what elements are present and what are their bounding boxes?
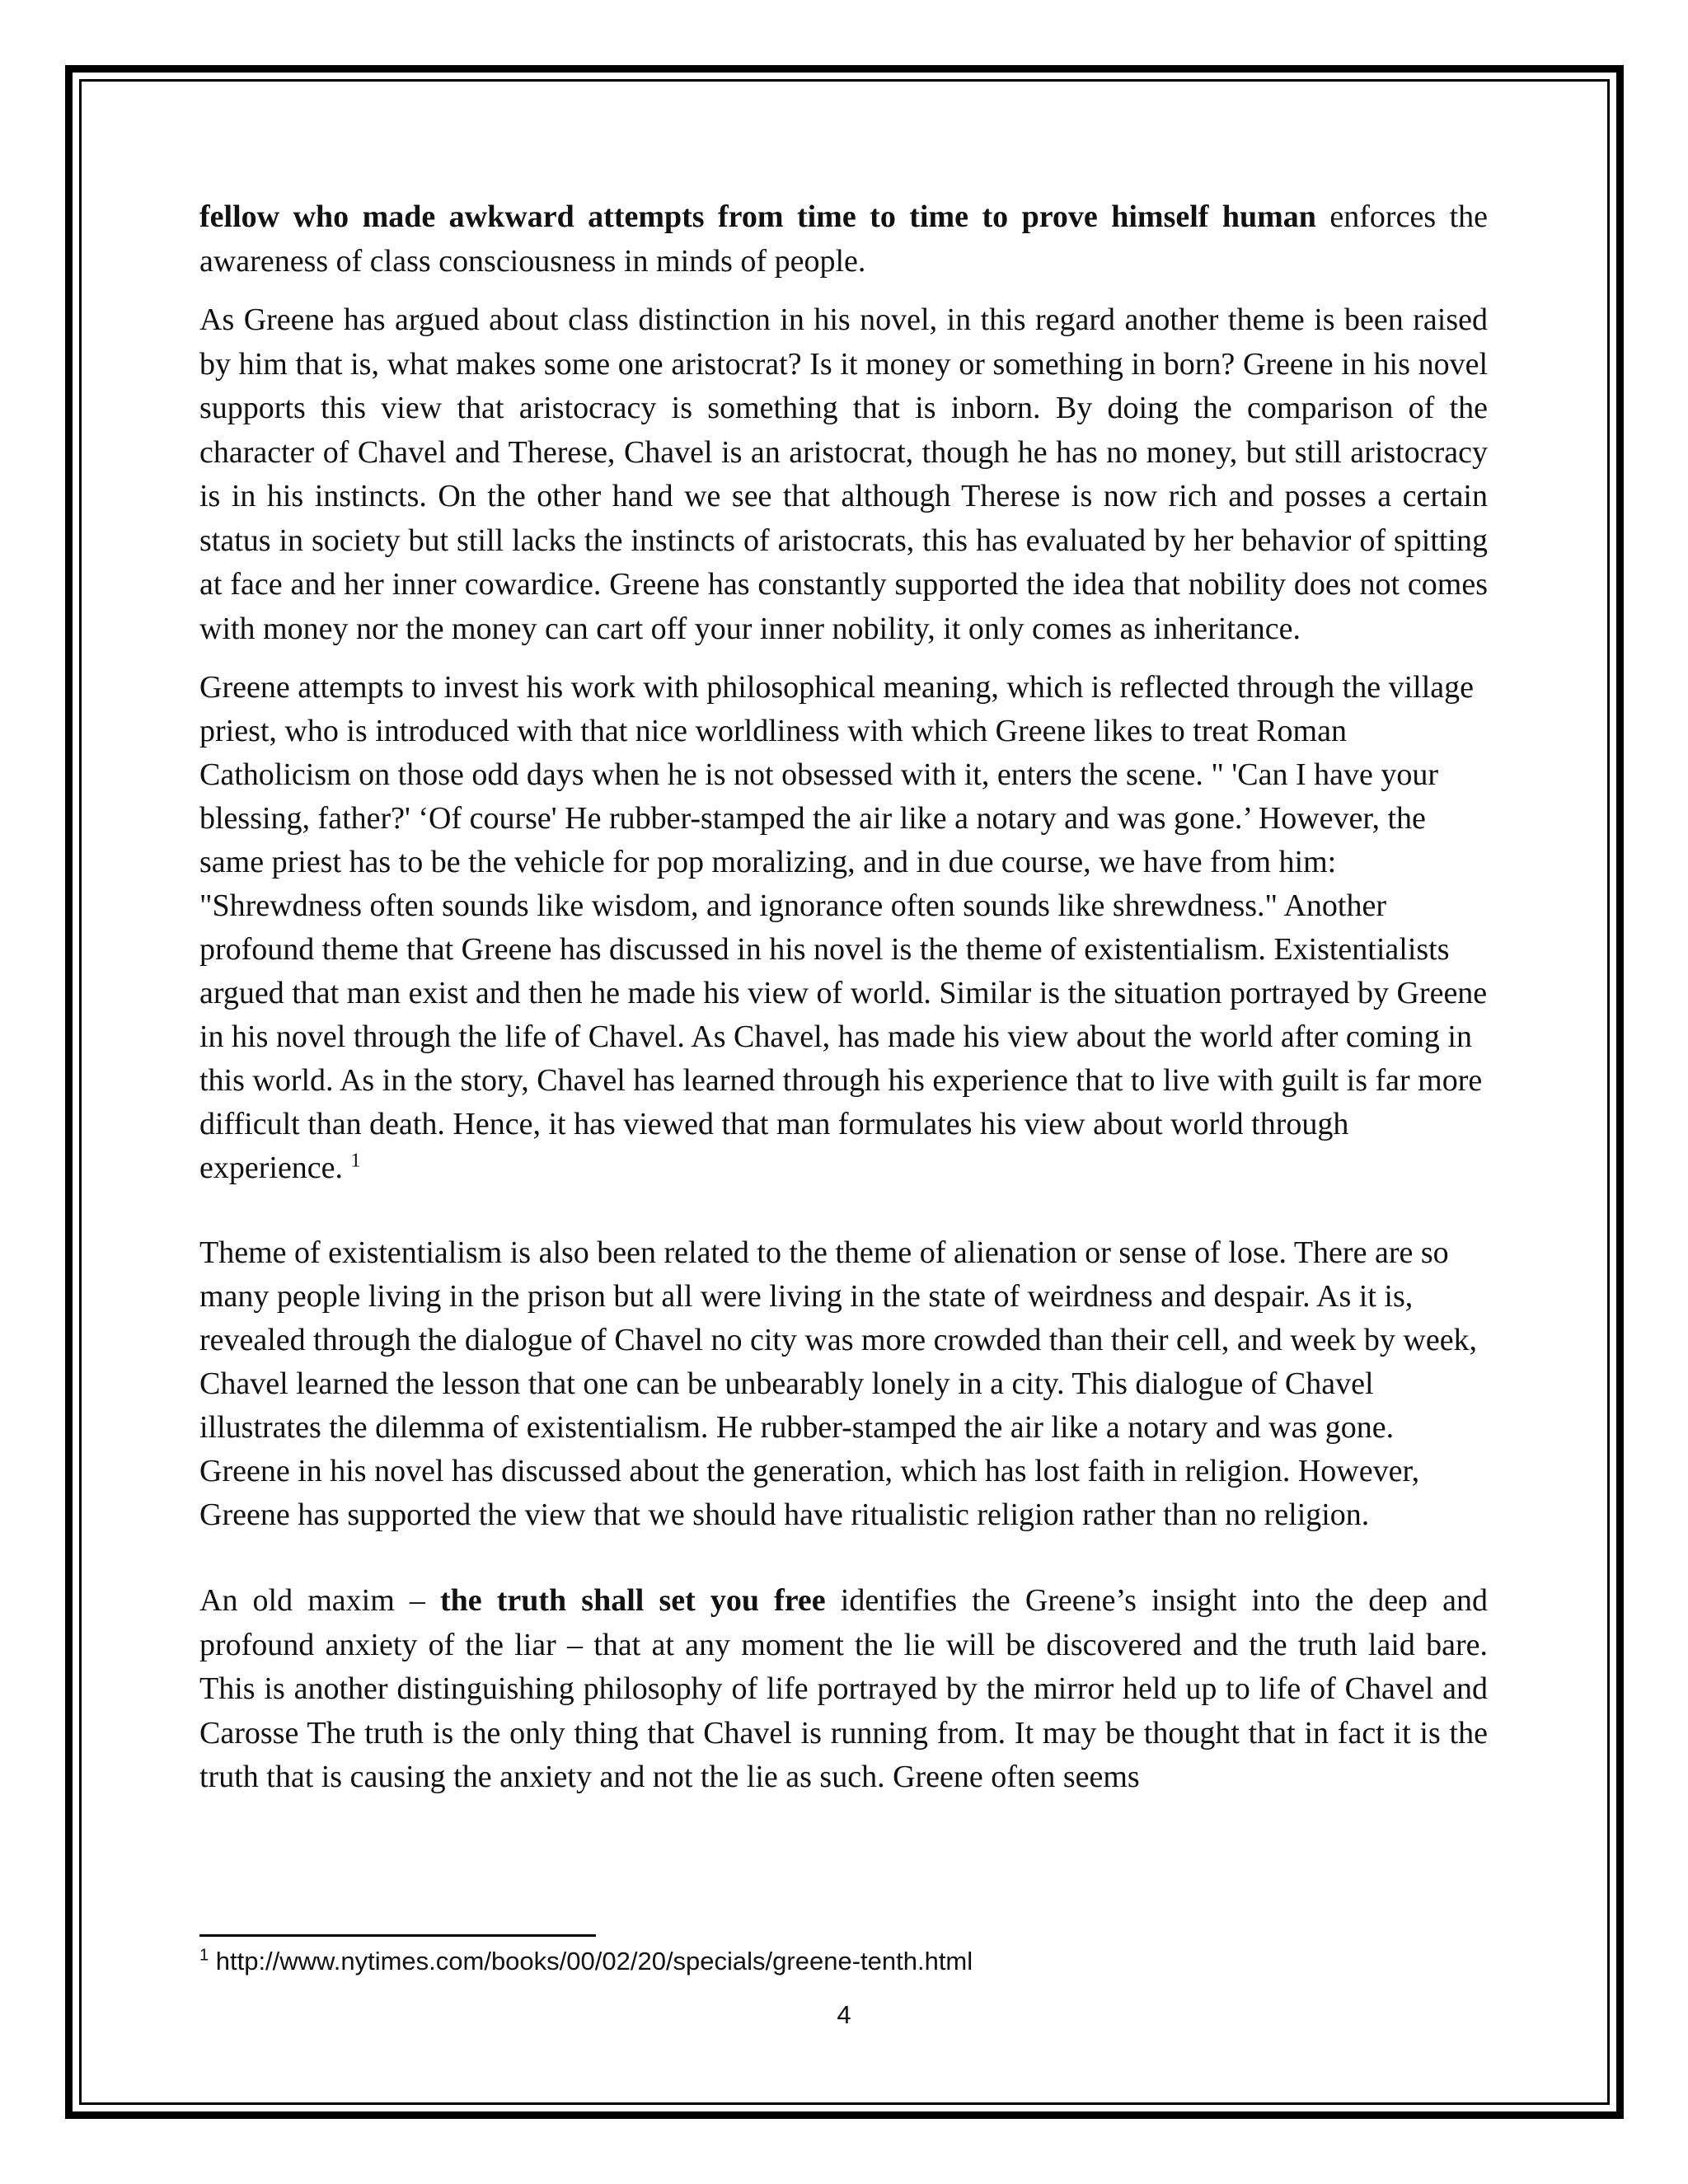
paragraph-1-rest: enforces the awareness of class consciousness in minds of people. [199,199,1488,279]
footnote [199,1945,1436,1978]
footnote-separator [199,1934,596,1937]
paragraph-2: As Greene has argued about class distinction in his novel, in this regard another theme is been raised by him that is, what makes some one aristocrat? Is it money or something in born? Greene in his novel supports this view that aristocracy is something that is inborn. By doing the comparison of the character of Chavel and Therese, Chavel is an aristocrat, though he has no money, but still aristocracy is in his instincts. On the other hand we see that although Therese is now rich and posses a certain status in society but still lacks the instincts of aristocrats, this has evaluated by her behavior of spitting at face and her inner cowardice. Greene has constantly supported the idea that nobility does not comes with money nor the money can cart off your inner nobility, it only comes as inheritance. [199,302,1488,646]
paragraph-5-after: identifies the Greene’s insight into the deep and profound anxiety of the liar – that at any moment the lie will be discovered and the truth laid bare. This is another distinguishing philosophy of life portrayed by the mirror held up to life of Chavel and Carosse The truth is the only thing that Chavel is running from. It may be thought that in fact it is the truth that is causing the anxiety and not the lie as such. Greene often seems [199,1583,1489,1794]
footnote-marker: 1 [199,1946,209,1965]
paragraph-3-text: Greene attempts to invest his work with philosophical meaning, which is reflected through the village priest, who is introduced with that nice worldliness with which Greene likes to treat Roman Catholicism on those odd days when he is not obsessed with it, enters the scene. " 'Can I have your blessing, father?' ‘Of course' He rubber-stamped the air like a notary and was gone.’ However, the same priest has to be the vehicle for pop moralizing, and in due course, we have from him: "Shrewdness often sounds like wisdom, and ignorance often sounds like shrewdness." Another profound theme that Greene has discussed in his novel is the theme of existentialism. Existentialists argued that man exist and then he made his view of world. Similar is the situation portrayed by Greene in his novel through the life of Chavel. As Chavel, has made his view about the world after coming in this world. As in the story, Chavel has learned through his experience that to live with guilt is far more difficult than death. Hence, it has viewed that man formulates his view about world through experience. [199,670,1488,1185]
paragraph-3 [199,666,1488,1190]
paragraph-5-before: An old maxim – [199,1583,440,1618]
paragraph-1 [199,195,1488,284]
paragraph-5-bold: the truth shall set you free [439,1583,826,1618]
body-text [199,195,1488,1800]
paragraph-5 [199,1579,1488,1800]
page-number: 4 [837,2000,851,2029]
footnote-url[interactable]: http://www.nytimes.com/books/00/02/20/specials/greene-tenth.html [209,1947,973,1975]
footnote-reference[interactable]: 1 [350,1150,361,1172]
paragraph-1-bold: fellow who made awkward attempts from time to time to prove himself human [199,199,1316,234]
paragraph-4: Theme of existentialism is also been related to the theme of alienation or sense of lose. There are so many people living in the prison but all were living in the state of weirdness and despair. As it is, revealed through the dialogue of Chavel no city was more crowded than their cell, and week by week, Chavel learned the lesson that one can be unbearably lonely in a city. This dialogue of Chavel illustrates the dilemma of existentialism. He rubber-stamped the air like a notary and was gone. Greene in his novel has discussed about the generation, which has lost faith in religion. However, Greene has supported the view that we should have ritualistic religion rather than no religion. [199,1235,1478,1532]
